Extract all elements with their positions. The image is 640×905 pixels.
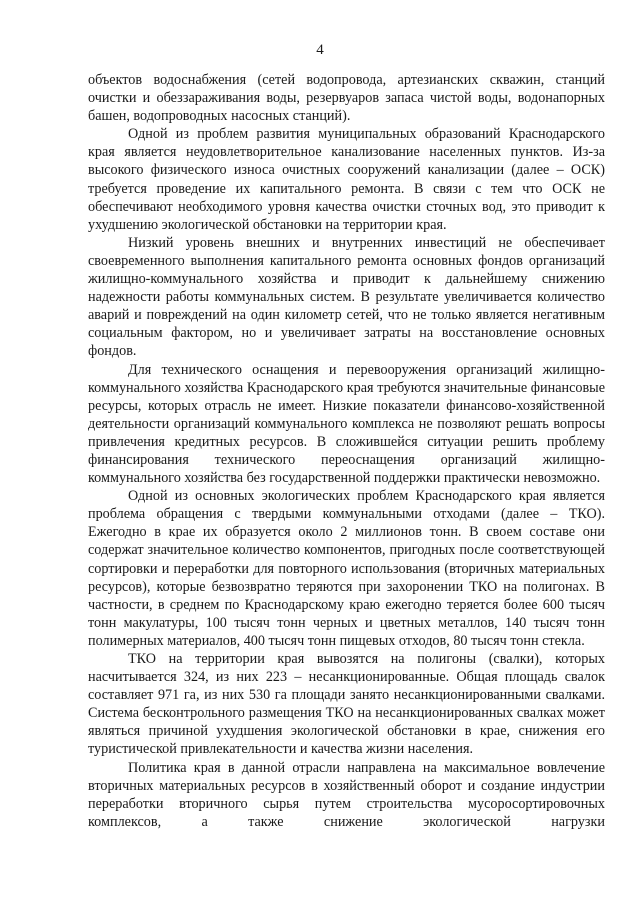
paragraph-regional-policy: Политика края в данной отрасли направлена на максимальное вовлечение вторичных материальных ресурсов в хозяйственный оборот и создание индустрии переработки вторичного сырья путем строительства мусоросортировочных комплексов, а также снижение экологической нагрузки — [88, 759, 605, 830]
page-number: 4 — [316, 42, 324, 58]
paragraph-water-supply-continuation: объектов водоснабжения (сетей водопровода, артезианских скважин, станций очистки и обеззараживания воды, резервуаров запаса чистой воды, водонапорных башен, водопроводных насосных станций). — [88, 72, 605, 125]
paragraph-sewerage-problem: Одной из проблем развития муниципальных образований Краснодарского края является неудовлетворительное канализование населенных пунктов. Из-за высокого физического износа очистных сооружений канализации (далее – ОСК) требуется проведение их капитального ремонта. В связи с тем что ОСК не обеспечивают необходимого уровня качества очистки сточных вод, это приводит к ухудшению экологической обстановки на территории края. — [88, 126, 605, 233]
paragraph-landfills: ТКО на территории края вывозятся на полигоны (свалки), которых насчитывается 324, из них 223 – несанкционированные. Общая площадь свалок составляет 971 га, из них 530 га площади занято несанкционированными свалками. Система бесконтрольного размещения ТКО на несанкционированных свалках может являться причиной ухудшения экологической обстановки в крае, снижения его туристической привлекательности и качества жизни населения. — [88, 651, 605, 758]
paragraph-technical-equipment: Для технического оснащения и перевооружения организаций жилищно-коммунального хозяйства Краснодарского края требуются значительные финансовые ресурсы, которых отрасль не имеет. Низкие показатели финансово-хозяйственной деятельности организаций коммунального комплекса не позволяют решать вопросы привлечения кредитных ресурсов. В сложившейся ситуации решить проблему финансирования технического переоснащения организаций жилищно-коммунального хозяйства без государственной поддержки практически невозможно. — [88, 361, 605, 487]
paragraph-solid-waste-problem: Одной из основных экологических проблем Краснодарского края является проблема обращения с твердыми коммунальными отходами (далее – ТКО). Ежегодно в крае их образуется около 2 миллионов тонн. В своем составе они содержат значительное количество компонентов, пригодных после соответствующей сортировки и переработки для повторного использования (вторичных материальных ресурсов), которые безвозвратно теряются при захоронении ТКО на полигонах. В частности, в среднем по Краснодарскому краю ежегодно теряется более 600 тысяч тонн макулатуры, 100 тысяч тонн черных и цветных металлов, 140 тысяч тонн полимерных материалов, 400 тысяч тонн пищевых отходов, 80 тысяч тонн стекла. — [88, 488, 605, 649]
document-body — [88, 71, 605, 831]
paragraph-investment-problem: Низкий уровень внешних и внутренних инвестиций не обеспечивает своевременного выполнения капитального ремонта основных фондов организаций жилищно-коммунального хозяйства и приводит к дальнейшему снижению надежности работы коммунальных систем. В результате увеличивается количество аварий и повреждений на один километр сетей, что не только является негативным социальным фактором, но и увеличивает затраты на восстановление основных фондов. — [88, 234, 605, 360]
